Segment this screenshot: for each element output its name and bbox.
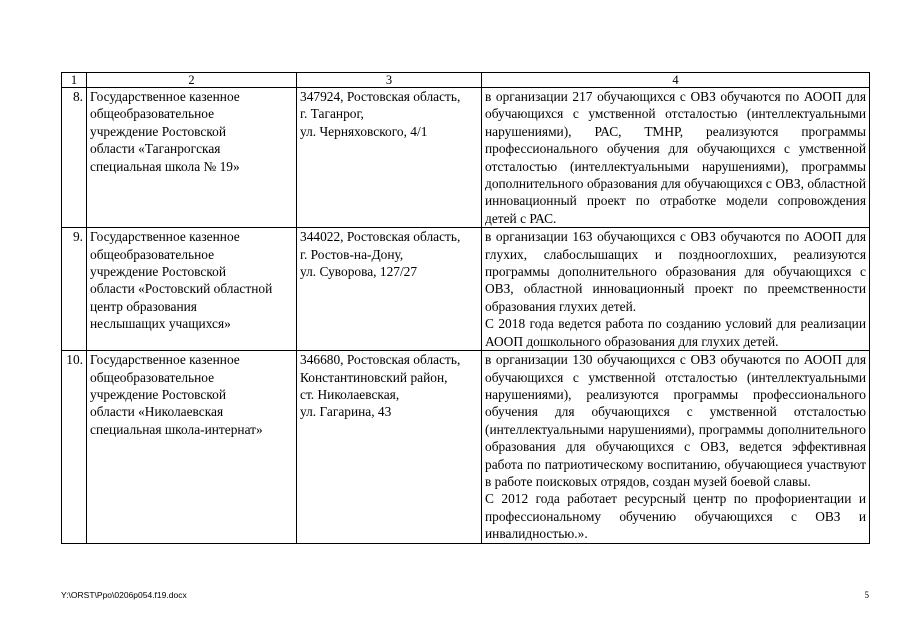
row-number: 10. — [62, 351, 87, 543]
organization-name-line: Государственное казенное — [90, 89, 240, 104]
page-number: 5 — [864, 590, 869, 600]
organization-name-line: специальная школа № 19» — [90, 158, 240, 174]
organization-name-line: общеобразовательное — [90, 106, 215, 122]
organization-name-line: центр образования — [90, 298, 197, 314]
organization-name-line: общеобразовательное — [90, 369, 215, 385]
organization-name-line: учреждение Ростовской — [90, 386, 227, 402]
row-number: 8. — [62, 88, 87, 228]
column-header-3: 3 — [297, 73, 482, 88]
row-number: 9. — [62, 228, 87, 351]
description-cell — [482, 228, 870, 351]
description-cell — [482, 88, 870, 228]
address-line: ул. Суворова, 127/27 — [300, 264, 418, 280]
address-line: 346680, Ростовская область, — [300, 352, 461, 368]
organization-name-line: неслышащих учащихся» — [90, 316, 231, 332]
description-paragraph: С 2012 года работает ресурсный центр по профориентации и профессиональному обучению обучающихся с ОВЗ и инвалидностью.». — [485, 491, 866, 542]
organization-name-cell — [87, 351, 297, 543]
address-line: Константиновский район, — [300, 369, 448, 385]
column-header-1: 1 — [62, 73, 87, 88]
address-line: г. Ростов-на-Дону, — [300, 246, 404, 262]
table-header-row — [62, 73, 870, 88]
organization-name-line: области «Ростовский областной — [90, 281, 273, 297]
organization-name-line: учреждение Ростовской — [90, 123, 227, 139]
address-line: ул. Черняховского, 4/1 — [300, 123, 428, 139]
description-paragraph: в организации 130 обучающихся с ОВЗ обучаются по АООП для обучающихся с умственной отсталостью (интеллектуальными нарушениями), реализуются программы профессионального обучения для обучающихся с умственной отсталостью (интеллектуальными нарушениями), программы дополнительного образования для обучающихся с ОВЗ, ведется эффективная работа по патриотическому воспитанию, обучающиеся участвуют в работе поисковых отрядов, создан музей боевой славы. — [485, 352, 866, 489]
description-paragraph: С 2018 года ведется работа по созданию условий для реализации АООП дошкольного образования для глухих детей. — [485, 316, 866, 349]
column-header-2: 2 — [87, 73, 297, 88]
column-header-4: 4 — [482, 73, 870, 88]
description-paragraph: в организации 163 обучающихся с ОВЗ обучаются по АООП для глухих, слабослышащих и позднооглохших, реализуются программы дополнительного образования для обучающихся с ОВЗ, областной инновационный проект по преемственности образования глухих детей. — [485, 229, 866, 314]
table-row — [62, 351, 870, 543]
table-row — [62, 88, 870, 228]
address-line: г. Таганрог, — [300, 106, 364, 122]
description-paragraph: в организации 217 обучающихся с ОВЗ обучаются по АООП для обучающихся с умственной отсталостью (интеллектуальными нарушениями), РАС, ТМНР, реализуются программы профессионального обучения для обучающихся с умственной отсталостью (интеллектуальными нарушениями), программы дополнительного образования для обучающихся с ОВЗ, областной инновационный проект по отработке модели сопровождения детей с РАС. — [485, 89, 866, 226]
description-cell — [482, 351, 870, 543]
address-cell — [297, 351, 482, 543]
organization-name-line: специальная школа-интернат» — [90, 421, 263, 437]
address-line: ул. Гагарина, 43 — [300, 404, 392, 420]
address-cell — [297, 228, 482, 351]
organization-name-line: Государственное казенное — [90, 229, 240, 245]
organization-name-cell — [87, 88, 297, 228]
institutions-table — [61, 72, 870, 544]
organization-name-line: учреждение Ростовской — [90, 264, 227, 280]
address-cell — [297, 88, 482, 228]
organization-name-line: Государственное казенное — [90, 352, 240, 368]
address-line: 347924, Ростовская область, — [300, 89, 461, 104]
table-row — [62, 228, 870, 351]
file-path-footer: Y:\ORST\Ppo\0206p054.f19.docx — [61, 590, 187, 600]
organization-name-cell — [87, 228, 297, 351]
organization-name-line: области «Николаевская — [90, 404, 224, 420]
organization-name-line: общеобразовательное — [90, 246, 215, 262]
address-line: 344022, Ростовская область, — [300, 229, 461, 245]
address-line: ст. Николаевская, — [300, 386, 400, 402]
organization-name-line: области «Таганрогская — [90, 141, 221, 157]
